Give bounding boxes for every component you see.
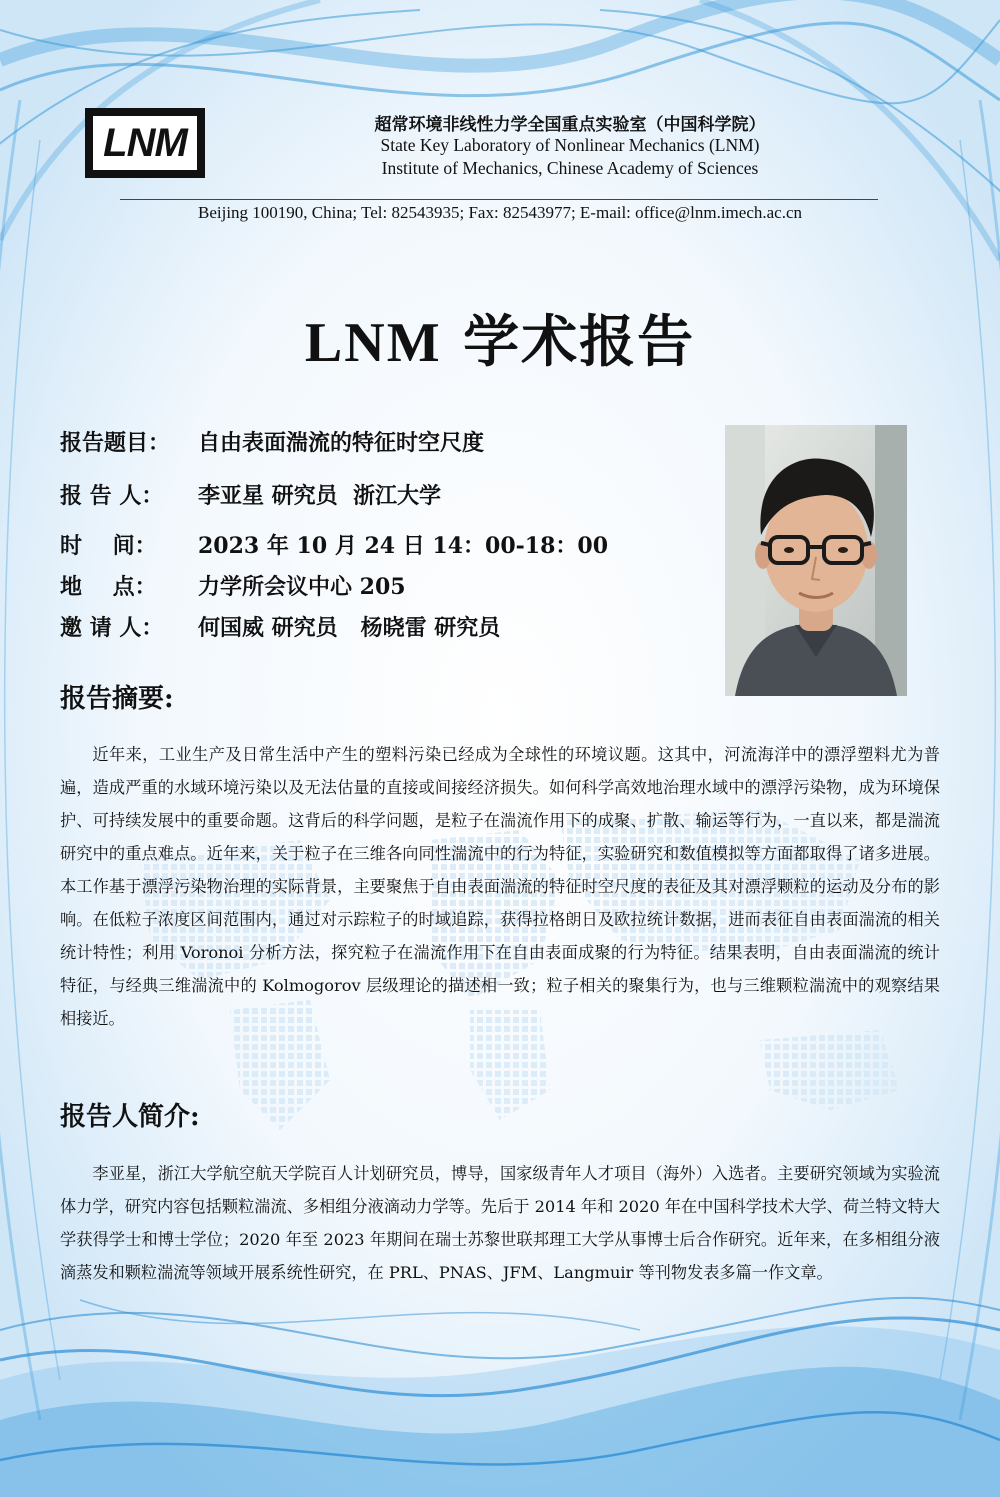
logo-text: LNM: [103, 120, 187, 165]
page-title: [0, 298, 1000, 378]
speaker-value: 李亚星 研究员 浙江大学: [198, 482, 441, 509]
place-value: 力学所会议中心 205: [198, 573, 406, 600]
speaker-label: 报 告 人：: [60, 482, 164, 509]
bio-heading: 报告人简介:: [60, 1102, 200, 1132]
place-label: 地 点：: [60, 573, 157, 600]
topic-label: 报告题目：: [60, 429, 171, 456]
field-time: [60, 528, 608, 560]
lab-name-en: State Key Laboratory of Nonlinear Mechanics (LNM): [380, 135, 760, 155]
title-latin: LNM: [304, 312, 442, 374]
title-cn: 学术报告: [463, 309, 696, 375]
inviter-value: 何国威 研究员 杨晓雷 研究员: [198, 614, 501, 641]
topic-value: 自由表面湍流的特征时空尺度: [198, 429, 485, 456]
bio-text: 李亚星，浙江大学航空航天学院百人计划研究员，博导，国家级青年人才项目（海外）入选者。主要研究领域为实验流体力学，研究内容包括颗粒湍流、多相组分液滴动力学等。先后于 2014 年和 2020 年在中国科学技术大学、荷兰特文特大学获得学士和博士学位；2020 年至 2023 年期间在瑞士苏黎世联邦理工大学从事博士后合作研究。近年来，在多相组分液滴蒸发和颗粒湍流等领域开展系统性研究，在 PRL、PNAS、JFM、Langmuir 等刊物发表多篇一作文章。: [60, 1164, 940, 1282]
time-label: 时 间：: [60, 532, 157, 559]
lnm-logo: [85, 108, 205, 178]
portrait-illustration: [725, 425, 907, 696]
time-value: 2023 年 10 月 24 日 14：00-18：00: [198, 532, 609, 559]
field-inviter: [60, 610, 500, 642]
speaker-photo: [725, 425, 907, 696]
contact-line: Beijing 100190, China; Tel: 82543935; Fax: 82543977; E-mail: office@lnm.imech.ac.cn: [197, 203, 803, 222]
inviter-label: 邀 请 人：: [60, 614, 164, 641]
field-speaker: [60, 478, 441, 510]
abstract-text: 近年来，工业生产及日常生活中产生的塑料污染已经成为全球性的环境议题。这其中，河流海洋中的漂浮塑料尤为普遍，造成严重的水域环境污染以及无法估量的直接或间接经济损失。如何科学高效地治理水域中的漂浮污染物，成为环境保护、可持续发展中的重要命题。这背后的科学问题，是粒子在湍流作用下的成聚、扩散、输运等行为，一直以来，都是湍流研究中的重点难点。近年来，关于粒子在三维各向同性湍流中的行为特征，实验研究和数值模拟等方面都取得了诸多进展。本工作基于漂浮污染物治理的实际背景，主要聚焦于自由表面湍流的特征时空尺度的表征及其对漂浮颗粒的运动及分布的影响。在低粒子浓度区间范围内，通过对示踪粒子的时域追踪，获得拉格朗日及欧拉统计数据，进而表征自由表面湍流的相关统计特性；利用 Voronoi 分析方法，探究粒子在湍流作用下在自由表面成聚的行为特征。结果表明，自由表面湍流的统计特征，与经典三维湍流中的 Kolmogorov 层级理论的描述相一致；粒子相关的聚集行为，也与三维颗粒湍流中的观察结果相接近。: [60, 745, 940, 1028]
field-topic: [60, 425, 484, 457]
abstract-heading: 报告摘要:: [60, 684, 174, 714]
field-place: [60, 569, 406, 601]
lab-name-cn: 超常环境非线性力学全国重点实验室（中国科学院）: [374, 115, 766, 134]
institute-en: Institute of Mechanics, Chinese Academy of Sciences: [381, 158, 759, 178]
header-divider: [120, 199, 878, 200]
